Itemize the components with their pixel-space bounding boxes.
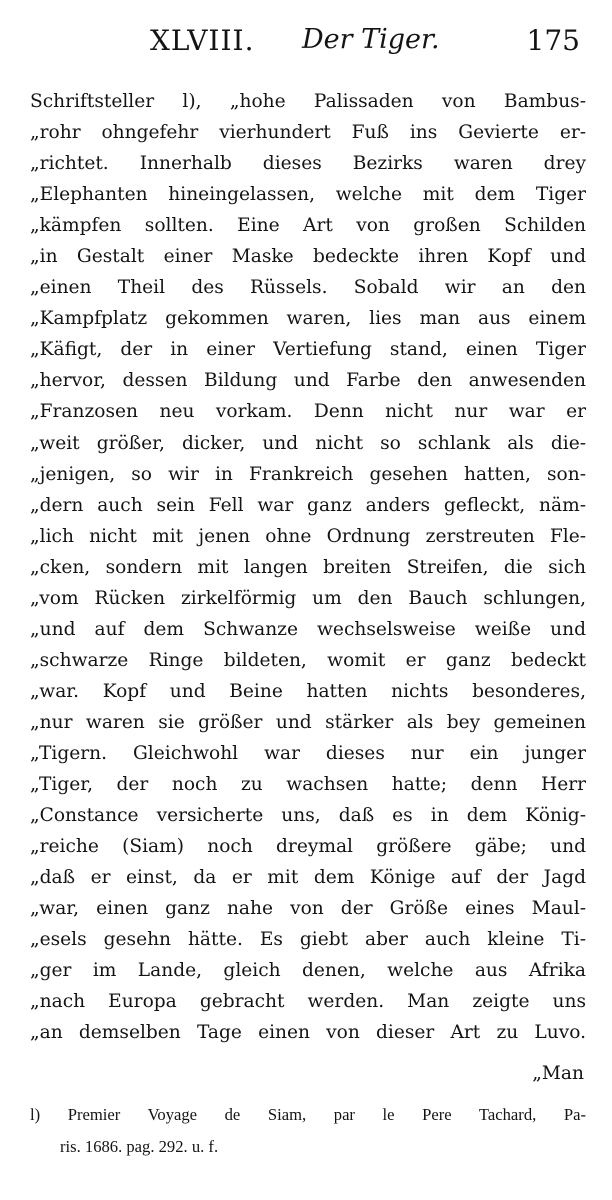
text-line: „und auf dem Schwanze wechselsweise weiße und (30, 618, 586, 640)
running-header (0, 24, 612, 68)
text-line: „reiche (Siam) noch dreymal größere gäbe; und (30, 836, 586, 858)
page-number: 175 (526, 24, 580, 57)
text-line: „Elephanten hineingelassen, welche mit dem Tiger (30, 184, 586, 206)
text-line: „ger im Lande, gleich denen, welche aus Afrika (30, 960, 586, 982)
text-line: Schriftsteller l), „hohe Palissaden von Bambus- (30, 91, 586, 112)
text-line: „rohr ohngefehr vierhundert Fuß ins Gevierte er- (30, 122, 586, 144)
text-line: „in Gestalt einer Maske bedeckte ihren Kopf und (30, 246, 586, 268)
text-line: „esels gesehn hätte. Es giebt aber auch kleine Ti- (30, 929, 586, 951)
body-text (30, 86, 586, 1048)
text-line: „weit größer, dicker, und nicht so schlank als die- (30, 432, 586, 454)
catchword: „Man (532, 1063, 584, 1084)
text-line: „nach Europa gebracht werden. Man zeigte uns (30, 991, 586, 1013)
chapter-number: XLVIII. (150, 24, 255, 57)
text-line: „dern auch sein Fell war ganz anders gefleckt, näm- (30, 494, 586, 516)
text-line: „schwarze Ringe bildeten, womit er ganz bedeckt (30, 649, 586, 671)
text-line: „vom Rücken zirkelförmig um den Bauch schlungen, (30, 587, 586, 609)
text-line: „nur waren sie größer und stärker als bey gemeinen (30, 711, 586, 733)
footnote-line: ris. 1686. pag. 292. u. f. (60, 1137, 219, 1156)
text-line: „daß er einst, da er mit dem Könige auf der Jagd (30, 867, 586, 889)
text-line: „richtet. Innerhalb dieses Bezirks waren drey (30, 153, 586, 175)
text-line: „einen Theil des Rüssels. Sobald wir an den (30, 277, 586, 299)
text-line: „Käfigt, der in einer Vertiefung stand, einen Tiger (30, 339, 586, 361)
text-line: „cken, sondern mit langen breiten Streifen, die sich (30, 556, 586, 578)
text-line: „Tigern. Gleichwohl war dieses nur ein junger (30, 742, 586, 764)
text-line: „Kampfplatz gekommen waren, lies man aus einem (30, 308, 586, 330)
text-line: „an demselben Tage einen von dieser Art zu Luvo. (30, 1022, 586, 1044)
chapter-title: Der Tiger. (302, 24, 440, 55)
text-line: „war, einen ganz nahe von der Größe eines Maul- (30, 898, 586, 920)
text-line: „hervor, dessen Bildung und Farbe den anwesenden (30, 370, 586, 392)
text-line: „war. Kopf und Beine hatten nichts besonderes, (30, 680, 586, 702)
text-line: „jenigen, so wir in Frankreich gesehen hatten, son- (30, 463, 586, 485)
text-line: „Constance versicherte uns, daß es in dem König- (30, 805, 586, 827)
text-line: „lich nicht mit jenen ohne Ordnung zerstreuten Fle- (30, 525, 586, 547)
text-line: „Franzosen neu vorkam. Denn nicht nur war er (30, 401, 586, 423)
text-line: „Tiger, der noch zu wachsen hatte; denn Herr (30, 774, 586, 796)
footnote-line: l) Premier Voyage de Siam, par le Pere Tachard, Pa- (30, 1105, 586, 1124)
text-line: „kämpfen sollten. Eine Art von großen Schilden (30, 215, 586, 237)
footnote (30, 1099, 586, 1163)
